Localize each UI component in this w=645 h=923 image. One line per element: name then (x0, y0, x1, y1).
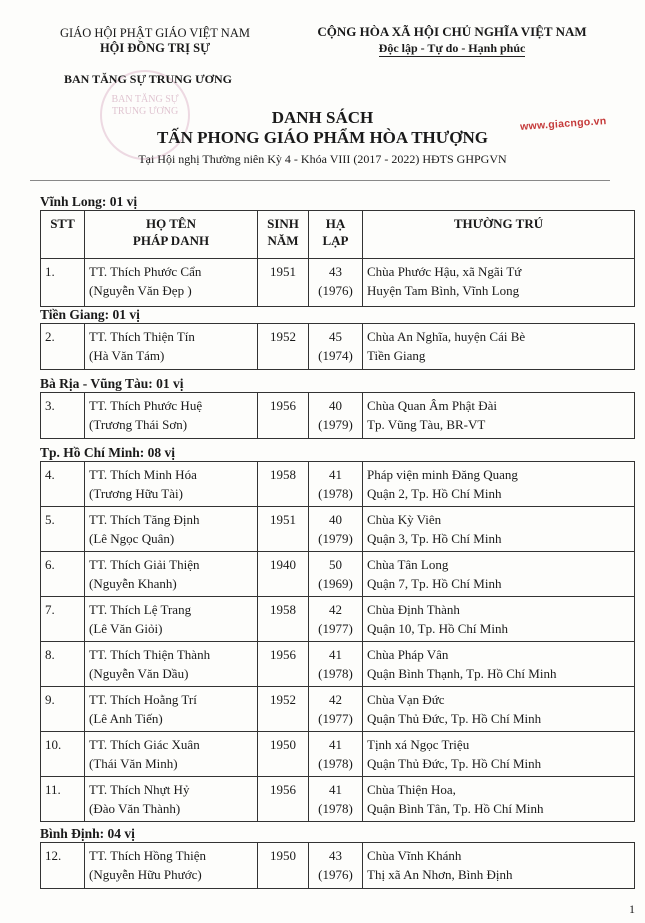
residence-cell (363, 642, 635, 687)
table-row (41, 507, 635, 552)
table-row (41, 552, 635, 597)
website-watermark: www.giacngo.vn (519, 114, 607, 134)
row-number: 9. (41, 687, 85, 732)
monk-name-cell (85, 597, 258, 642)
residence-cell (363, 324, 635, 370)
col-stt: STT (41, 211, 85, 259)
ordination-cell (309, 462, 363, 507)
ordination-cell (309, 507, 363, 552)
table-header-row (41, 211, 635, 259)
birth-year: 1952 (258, 324, 309, 370)
region-group (40, 306, 632, 370)
residence-cell (363, 393, 635, 439)
temple-location: Quận Thủ Đức, Tp. Hồ Chí Minh (367, 711, 542, 726)
national-motto-block (272, 24, 632, 56)
temple-name: Chùa Vĩnh Khánh (367, 848, 462, 863)
birth-year: 1956 (258, 777, 309, 822)
ordination-cell (309, 259, 363, 307)
row-number: 4. (41, 462, 85, 507)
roster-table (40, 210, 635, 307)
region-label: Tiền Giang: 01 vị (40, 307, 140, 322)
dharma-name: TT. Thích Minh Hóa (89, 467, 197, 482)
dharma-name: TT. Thích Giác Xuân (89, 737, 200, 752)
divider (30, 180, 610, 181)
region-group (40, 825, 632, 889)
national-motto: Độc lập - Tự do - Hạnh phúc (378, 41, 526, 55)
region-group (40, 193, 632, 307)
monk-name-cell (85, 777, 258, 822)
monk-name-cell (85, 259, 258, 307)
ordination-year: (1977) (318, 621, 353, 636)
lay-name: (Nguyễn Khanh) (89, 576, 177, 591)
roster-table (40, 461, 635, 822)
temple-name: Chùa Vạn Đức (367, 692, 445, 707)
col-birth-year: SINH NĂM (258, 211, 309, 259)
ordination-cell (309, 843, 363, 889)
residence-cell (363, 552, 635, 597)
region-group (40, 444, 632, 822)
region-label: Bà Rịa - Vũng Tàu: 01 vị (40, 376, 184, 391)
row-number: 12. (41, 843, 85, 889)
monk-name-cell (85, 462, 258, 507)
lay-name: (Đào Văn Thành) (89, 801, 181, 816)
temple-location: Quận 10, Tp. Hồ Chí Minh (367, 621, 508, 636)
residence-cell (363, 597, 635, 642)
ordination-year: (1974) (318, 348, 353, 363)
temple-name: Chùa Quan Âm Phật Đài (367, 398, 497, 413)
birth-year: 1950 (258, 843, 309, 889)
birth-year: 1951 (258, 507, 309, 552)
row-number: 5. (41, 507, 85, 552)
dharma-name: TT. Thích Phước Cẩn (89, 264, 202, 279)
temple-name: Chùa Thiện Hoa, (367, 782, 456, 797)
ordination-year: (1978) (318, 666, 353, 681)
ordination-years: 40 (329, 398, 342, 413)
col-name: HỌ TÊN PHÁP DANH (85, 211, 258, 259)
row-number: 7. (41, 597, 85, 642)
residence-cell (363, 777, 635, 822)
table-row (41, 462, 635, 507)
row-number: 1. (41, 259, 85, 307)
ordination-year: (1979) (318, 417, 353, 432)
region-label: Vĩnh Long: 01 vị (40, 194, 138, 209)
temple-name: Tịnh xá Ngọc Triệu (367, 737, 470, 752)
ordination-cell (309, 642, 363, 687)
temple-name: Pháp viện minh Đăng Quang (367, 467, 518, 482)
ordination-year: (1976) (318, 867, 353, 882)
monk-name-cell (85, 324, 258, 370)
lay-name: (Nguyễn Văn Dầu) (89, 666, 189, 681)
residence-cell (363, 843, 635, 889)
ordination-cell (309, 552, 363, 597)
table-row (41, 597, 635, 642)
row-number: 3. (41, 393, 85, 439)
dharma-name: TT. Thích Tăng Định (89, 512, 200, 527)
temple-location: Quận Bình Thạnh, Tp. Hồ Chí Minh (367, 666, 557, 681)
monk-name-cell (85, 507, 258, 552)
col-residence: THƯỜNG TRÚ (363, 211, 635, 259)
row-number: 8. (41, 642, 85, 687)
ordination-years: 43 (329, 264, 342, 279)
birth-year: 1956 (258, 393, 309, 439)
lay-name: (Lê Ngọc Quân) (89, 531, 175, 546)
dharma-name: TT. Thích Giải Thiện (89, 557, 200, 572)
ordination-year: (1978) (318, 756, 353, 771)
row-number: 6. (41, 552, 85, 597)
document-subtitle-title: TẤN PHONG GIÁO PHẨM HÒA THƯỢNG (156, 128, 489, 147)
ordination-years: 50 (329, 557, 342, 572)
row-number: 11. (41, 777, 85, 822)
roster-table (40, 392, 635, 439)
monk-name-cell (85, 642, 258, 687)
dharma-name: TT. Thích Thiện Thành (89, 647, 211, 662)
table-row (41, 259, 635, 307)
temple-location: Tp. Vũng Tàu, BR-VT (367, 417, 486, 432)
ordination-years: 45 (329, 329, 342, 344)
document-title: DANH SÁCH (271, 108, 374, 127)
temple-name: Chùa An Nghĩa, huyện Cái Bè (367, 329, 526, 344)
issuer-line-1: GIÁO HỘI PHẬT GIÁO VIỆT NAM (60, 26, 250, 40)
table-row (41, 843, 635, 889)
ordination-year: (1976) (318, 283, 353, 298)
dharma-name: TT. Thích Thiện Tín (89, 329, 195, 344)
lay-name: (Thái Văn Minh) (89, 756, 178, 771)
ordination-years: 41 (329, 782, 342, 797)
ordination-cell (309, 597, 363, 642)
meeting-subtitle: Tại Hội nghị Thường niên Kỳ 4 - Khóa VIII (2017 - 2022) HĐTS GHPGVN (138, 152, 507, 166)
lay-name: (Nguyễn Văn Đẹp ) (89, 283, 192, 298)
residence-cell (363, 687, 635, 732)
residence-cell (363, 732, 635, 777)
temple-location: Tiền Giang (367, 348, 426, 363)
temple-location: Quận 3, Tp. Hồ Chí Minh (367, 531, 502, 546)
temple-location: Huyện Tam Bình, Vĩnh Long (367, 283, 520, 298)
lay-name: (Lê Văn Giỏi) (89, 621, 163, 636)
page-number: 1 (629, 902, 635, 916)
ordination-years: 41 (329, 737, 342, 752)
temple-name: Chùa Pháp Vân (367, 647, 449, 662)
table-row (41, 777, 635, 822)
ordination-year: (1977) (318, 711, 353, 726)
roster-table (40, 323, 635, 370)
lay-name: (Lê Anh Tiến) (89, 711, 163, 726)
birth-year: 1951 (258, 259, 309, 307)
temple-location: Quận 7, Tp. Hồ Chí Minh (367, 576, 502, 591)
department-name: BAN TĂNG SỰ TRUNG ƯƠNG (64, 72, 233, 86)
dharma-name: TT. Thích Hồng Thiện (89, 848, 206, 863)
national-title: CỘNG HÒA XÃ HỘI CHỦ NGHĨA VIỆT NAM (317, 24, 587, 39)
monk-name-cell (85, 732, 258, 777)
region-label: Bình Định: 04 vị (40, 826, 135, 841)
issuer-line-2: HỘI ĐỒNG TRỊ SỰ (99, 41, 211, 55)
birth-year: 1950 (258, 732, 309, 777)
monk-name-cell (85, 393, 258, 439)
monk-name-cell (85, 552, 258, 597)
residence-cell (363, 507, 635, 552)
ordination-years: 41 (329, 467, 342, 482)
temple-location: Quận Bình Tân, Tp. Hồ Chí Minh (367, 801, 544, 816)
temple-location: Quận 2, Tp. Hồ Chí Minh (367, 486, 502, 501)
ordination-years: 43 (329, 848, 342, 863)
ordination-years: 42 (329, 602, 342, 617)
temple-location: Thị xã An Nhơn, Bình Định (367, 867, 513, 882)
table-row (41, 324, 635, 370)
col-ordination-years: HẠ LẠP (309, 211, 363, 259)
lay-name: (Hà Văn Tám) (89, 348, 165, 363)
temple-name: Chùa Phước Hậu, xã Ngãi Tứ (367, 264, 522, 279)
dharma-name: TT. Thích Hoằng Trí (89, 692, 197, 707)
region-label: Tp. Hồ Chí Minh: 08 vị (40, 445, 176, 460)
monk-name-cell (85, 687, 258, 732)
ordination-years: 42 (329, 692, 342, 707)
ordination-year: (1979) (318, 531, 353, 546)
issuer-block (30, 26, 280, 56)
temple-name: Chùa Định Thành (367, 602, 460, 617)
residence-cell (363, 259, 635, 307)
region-group (40, 375, 632, 439)
lay-name: (Nguyễn Hữu Phước) (89, 867, 202, 882)
ordination-year: (1978) (318, 801, 353, 816)
table-row (41, 687, 635, 732)
birth-year: 1956 (258, 642, 309, 687)
ordination-cell (309, 732, 363, 777)
ordination-cell (309, 687, 363, 732)
table-row (41, 642, 635, 687)
ordination-cell (309, 324, 363, 370)
temple-location: Quận Thủ Đức, Tp. Hồ Chí Minh (367, 756, 542, 771)
table-row (41, 732, 635, 777)
residence-cell (363, 462, 635, 507)
temple-name: Chùa Tân Long (367, 557, 449, 572)
lay-name: (Trương Hữu Tài) (89, 486, 183, 501)
ordination-year: (1978) (318, 486, 353, 501)
ordination-years: 40 (329, 512, 342, 527)
dharma-name: TT. Thích Lệ Trang (89, 602, 192, 617)
monk-name-cell (85, 843, 258, 889)
birth-year: 1940 (258, 552, 309, 597)
birth-year: 1958 (258, 462, 309, 507)
ordination-year: (1969) (318, 576, 353, 591)
ordination-years: 41 (329, 647, 342, 662)
dharma-name: TT. Thích Nhựt Hỷ (89, 782, 190, 797)
row-number: 10. (41, 732, 85, 777)
lay-name: (Trương Thái Sơn) (89, 417, 188, 432)
row-number: 2. (41, 324, 85, 370)
dharma-name: TT. Thích Phước Huệ (89, 398, 203, 413)
birth-year: 1952 (258, 687, 309, 732)
ordination-cell (309, 393, 363, 439)
birth-year: 1958 (258, 597, 309, 642)
seal-stamp: BAN TĂNG SỰ TRUNG ƯƠNG (100, 70, 190, 160)
temple-name: Chùa Kỳ Viên (367, 512, 442, 527)
ordination-cell (309, 777, 363, 822)
roster-table (40, 842, 635, 889)
table-row (41, 393, 635, 439)
